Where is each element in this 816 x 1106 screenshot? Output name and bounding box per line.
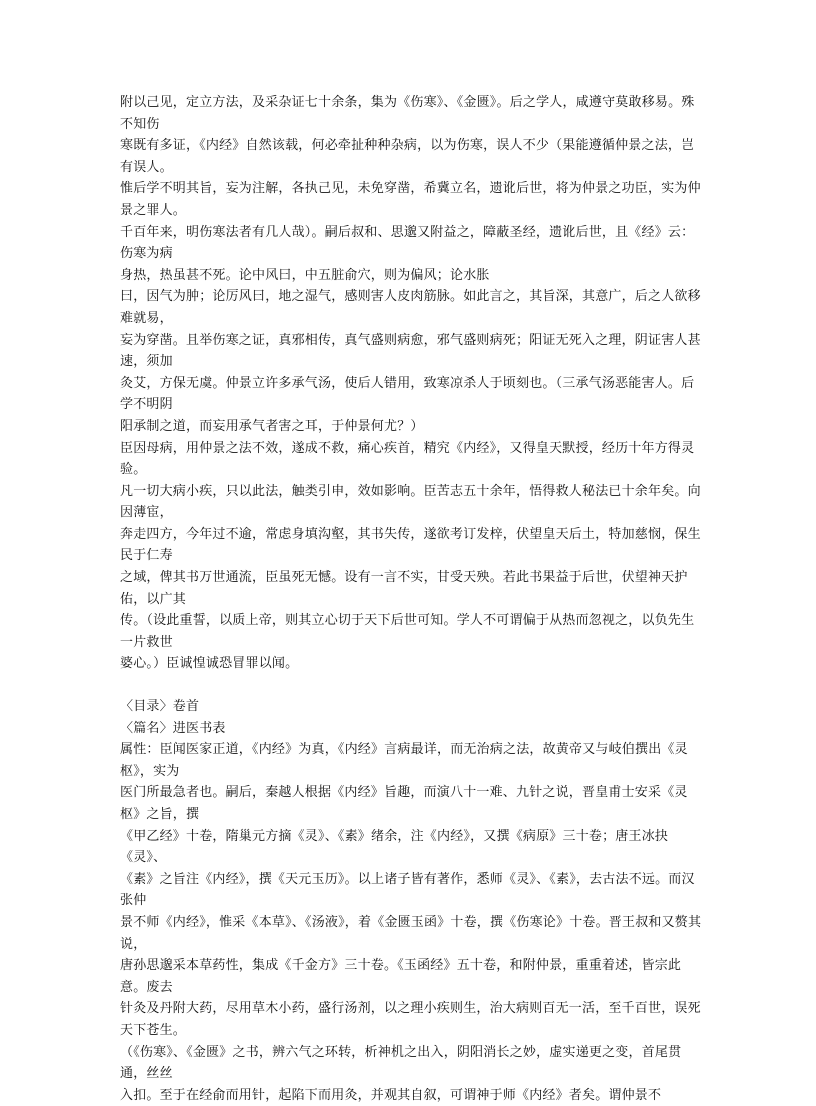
- text-line: 属性：臣闻医家正道，《内经》为真，《内经》言病最详，而无治病之法，故黄帝又与岐伯撰出《灵枢》，实为: [120, 742, 688, 779]
- text-line: 曰，因气为肿；论厉风曰，地之湿气，感则害人皮肉筋脉。如此言之，其旨深，其意广，后之人欲移难就易，: [120, 289, 701, 326]
- chapter-heading: 〈篇名〉进医书表: [120, 720, 226, 736]
- text-line: 寒既有多证，《内经》自然该载，何必牵扯种种杂病，以为伤寒，误人不少（果能遵循仲景之法，岂有误人。: [120, 138, 695, 175]
- document-page: [120, 92, 702, 1106]
- text-line: 灸艾，方保无虞。仲景立许多承气汤，使后人错用，致寒凉杀人于顷刻也。（三承气汤恶能害人。后学不明阴: [120, 375, 695, 413]
- text-line: 传。（设此重誓，以质上帝，则其立心切于天下后世可知。学人不可谓偏于从热而忽视之，以负先生一片救世: [120, 613, 695, 650]
- text-line: 臣因母病，用仲景之法不效，遂成不救，痛心疾首，精究《内经》，又得皇天默授，经历十年方得灵验。: [120, 440, 695, 478]
- text-line: 唐孙思邈采本草药性，集成《千金方》三十卷。《玉函经》五十卷，和附仲景，重重着述，皆宗此意。废去: [120, 958, 682, 995]
- text-line: 医门所最急者也。嗣后，秦越人根据《内经》旨趣，而演八十一难、九针之说，晋皇甫士安采《灵枢》之旨，撰: [120, 785, 688, 822]
- text-line: 惟后学不明其旨，妄为注解，各执己见，未免穿凿，希冀立名，遗讹后世，将为仲景之功臣，实为仲景之罪人。: [120, 181, 701, 218]
- text-line: （《伤寒》、《金匮》之书，辨六气之环转，析神机之出入，阴阳消长之妙，虚实递更之变，首尾贯通，丝丝: [120, 1044, 682, 1082]
- text-line: 《甲乙经》十卷，隋巢元方摘《灵》、《素》绪余，注《内经》，又撰《病原》三十卷；唐王冰抉《灵》、: [120, 828, 669, 866]
- text-line: 奔走四方，今年过不逾，常虑身填沟壑，其书失传，遂欲考订发梓，伏望皇天后土，特加慈悯，保生民于仁寿: [120, 526, 701, 564]
- text-line: 入扣。至于在经俞而用针，起陷下而用灸，并观其自叙，可谓神于师《内经》者矣。谓仲景不: [120, 1087, 662, 1103]
- catalog-heading: 〈目录〉卷首: [120, 699, 200, 715]
- text-line: 之域，俾其书万世通流，臣虽死无憾。设有一言不实，甘受天殃。若此书果益于后世，伏望神天护佑，以广其: [120, 570, 688, 607]
- text-line: 妄为穿凿。且举伤寒之证，真邪相传，真气盛则病愈，邪气盛则病死；阳证无死入之理，阴证害人甚速，须加: [120, 332, 701, 370]
- text-line: 凡一切大病小疾，只以此法，触类引申，效如影响。臣苦志五十余年，悟得救人秘法已十余年矣。向因薄宦，: [120, 483, 701, 521]
- text-line: 景不师《内经》，惟采《本草》、《汤液》，着《金匮玉函》十卷，撰《伤寒论》十卷。晋王叔和又赘其说，: [120, 914, 702, 952]
- section-spacer: [120, 675, 702, 696]
- catalog-text-block: [120, 696, 702, 1106]
- text-line: 《素》之旨注《内经》，撰《天元玉历》。以上诸子皆有著作，悉师《灵》、《素》，去古法不远。而汉张仲: [120, 871, 695, 909]
- text-line: 身热，热虽甚不死。论中风曰，中五脏俞穴，则为偏风；论水胀: [120, 267, 490, 283]
- text-line: 阳承制之道，而妄用承气者害之耳，于仲景何尤？）: [120, 418, 424, 434]
- text-line: 千百年来，明伤寒法者有几人哉）。嗣后叔和、思邈又附益之，障蔽圣经，遗讹后世，且《经》云：伤寒为病: [120, 224, 695, 262]
- text-line: 针灸及丹附大药，尽用草木小药，盛行汤剂，以之理小疾则生，治大病则百无一活，至千百世，误死天下苍生。: [120, 1001, 701, 1038]
- text-line: 附以己见，定立方法，及采杂证七十余条，集为《伤寒》、《金匮》。后之学人，咸遵守莫敢移易。殊不知伤: [120, 95, 695, 132]
- text-line: 婆心。）臣诚惶诚恐冒罪以闻。: [120, 656, 299, 672]
- memorial-text-block: [120, 92, 702, 675]
